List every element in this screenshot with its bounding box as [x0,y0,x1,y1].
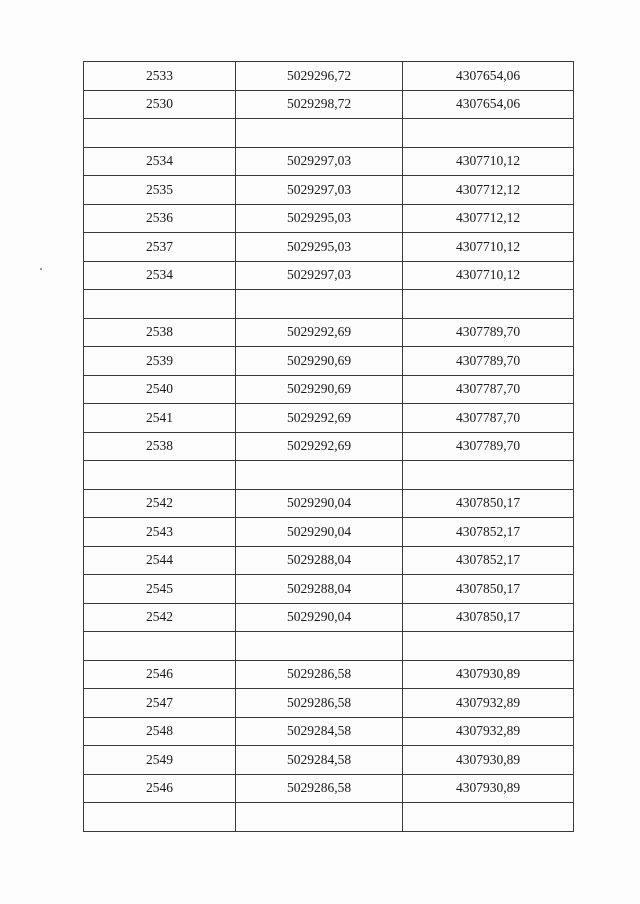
y-coordinate-cell [403,803,574,832]
point-number-cell: 2546 [84,660,236,689]
point-number-cell: 2546 [84,774,236,803]
y-coordinate-cell: 4307654,06 [403,90,574,119]
x-coordinate-cell: 5029284,58 [236,746,403,775]
y-coordinate-cell: 4307654,06 [403,62,574,91]
point-number-cell: 2542 [84,603,236,632]
point-number-cell: 2549 [84,746,236,775]
y-coordinate-cell: 4307789,70 [403,432,574,461]
y-coordinate-cell: 4307787,70 [403,375,574,404]
y-coordinate-cell: 4307850,17 [403,603,574,632]
y-coordinate-cell: 4307930,89 [403,774,574,803]
table-row [84,90,574,119]
table-row [84,603,574,632]
y-coordinate-cell: 4307930,89 [403,660,574,689]
point-number-cell: 2537 [84,233,236,262]
table-row [84,204,574,233]
point-number-cell [84,632,236,661]
separator-row [84,803,574,832]
x-coordinate-cell [236,803,403,832]
y-coordinate-cell: 4307712,12 [403,176,574,205]
table-row [84,375,574,404]
table-row [84,147,574,176]
table-row [84,689,574,718]
separator-row [84,290,574,319]
x-coordinate-cell: 5029286,58 [236,660,403,689]
coordinates-table [83,61,574,832]
point-number-cell: 2540 [84,375,236,404]
x-coordinate-cell: 5029295,03 [236,233,403,262]
x-coordinate-cell: 5029286,58 [236,689,403,718]
y-coordinate-cell: 4307710,12 [403,147,574,176]
point-number-cell: 2544 [84,546,236,575]
table-row [84,717,574,746]
point-number-cell: 2538 [84,432,236,461]
table-row [84,62,574,91]
y-coordinate-cell: 4307787,70 [403,404,574,433]
scan-speck [40,268,42,270]
point-number-cell: 2534 [84,261,236,290]
x-coordinate-cell [236,632,403,661]
y-coordinate-cell: 4307710,12 [403,261,574,290]
y-coordinate-cell: 4307712,12 [403,204,574,233]
y-coordinate-cell [403,632,574,661]
point-number-cell: 2535 [84,176,236,205]
x-coordinate-cell: 5029290,04 [236,518,403,547]
table-row [84,404,574,433]
x-coordinate-cell: 5029284,58 [236,717,403,746]
point-number-cell: 2543 [84,518,236,547]
x-coordinate-cell: 5029297,03 [236,261,403,290]
table-row [84,233,574,262]
y-coordinate-cell: 4307789,70 [403,347,574,376]
separator-row [84,461,574,490]
point-number-cell: 2542 [84,489,236,518]
x-coordinate-cell: 5029288,04 [236,575,403,604]
x-coordinate-cell: 5029297,03 [236,176,403,205]
table-row [84,176,574,205]
table-row [84,347,574,376]
point-number-cell: 2533 [84,62,236,91]
point-number-cell: 2545 [84,575,236,604]
x-coordinate-cell: 5029298,72 [236,90,403,119]
x-coordinate-cell: 5029296,72 [236,62,403,91]
point-number-cell: 2536 [84,204,236,233]
point-number-cell: 2547 [84,689,236,718]
table-row [84,261,574,290]
x-coordinate-cell: 5029297,03 [236,147,403,176]
x-coordinate-cell: 5029292,69 [236,432,403,461]
x-coordinate-cell: 5029292,69 [236,404,403,433]
table-row [84,318,574,347]
point-number-cell: 2548 [84,717,236,746]
point-number-cell: 2534 [84,147,236,176]
y-coordinate-cell: 4307850,17 [403,575,574,604]
point-number-cell: 2539 [84,347,236,376]
y-coordinate-cell: 4307850,17 [403,489,574,518]
table-row [84,432,574,461]
y-coordinate-cell: 4307789,70 [403,318,574,347]
y-coordinate-cell [403,461,574,490]
x-coordinate-cell [236,119,403,148]
point-number-cell [84,119,236,148]
table-row [84,489,574,518]
x-coordinate-cell: 5029290,04 [236,489,403,518]
point-number-cell: 2538 [84,318,236,347]
x-coordinate-cell [236,290,403,319]
y-coordinate-cell [403,290,574,319]
point-number-cell: 2541 [84,404,236,433]
x-coordinate-cell: 5029290,69 [236,347,403,376]
y-coordinate-cell: 4307852,17 [403,518,574,547]
x-coordinate-cell: 5029292,69 [236,318,403,347]
table-row [84,518,574,547]
y-coordinate-cell [403,119,574,148]
point-number-cell: 2530 [84,90,236,119]
x-coordinate-cell: 5029290,69 [236,375,403,404]
y-coordinate-cell: 4307852,17 [403,546,574,575]
x-coordinate-cell [236,461,403,490]
table-row [84,774,574,803]
table-row [84,575,574,604]
separator-row [84,632,574,661]
y-coordinate-cell: 4307932,89 [403,717,574,746]
separator-row [84,119,574,148]
point-number-cell [84,803,236,832]
table-row [84,546,574,575]
x-coordinate-cell: 5029295,03 [236,204,403,233]
y-coordinate-cell: 4307932,89 [403,689,574,718]
point-number-cell [84,290,236,319]
point-number-cell [84,461,236,490]
y-coordinate-cell: 4307930,89 [403,746,574,775]
x-coordinate-cell: 5029286,58 [236,774,403,803]
table-row [84,746,574,775]
x-coordinate-cell: 5029288,04 [236,546,403,575]
table-row [84,660,574,689]
y-coordinate-cell: 4307710,12 [403,233,574,262]
x-coordinate-cell: 5029290,04 [236,603,403,632]
